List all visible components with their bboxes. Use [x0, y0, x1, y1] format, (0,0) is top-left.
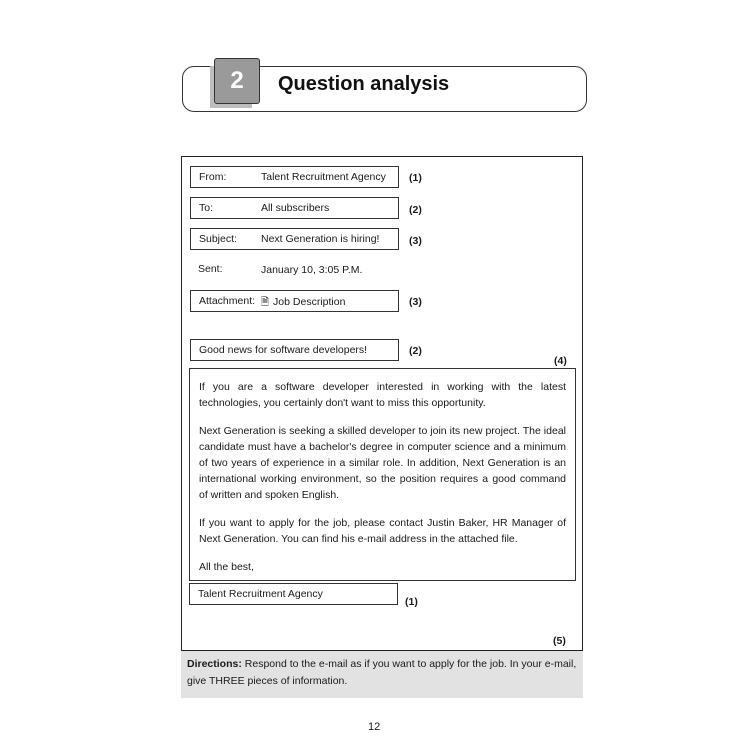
attachment-field	[190, 290, 399, 312]
to-mark: (2)	[409, 204, 422, 216]
greeting-value: Good news for software developers!	[199, 344, 368, 356]
from-label: From:	[199, 171, 227, 183]
body-paragraph: If you are a software developer interested in working with the latest technologies, you certainly don't want to miss this opportunity.	[199, 381, 566, 409]
attachment-value: Job Description	[273, 296, 346, 308]
directions-text: Respond to the e-mail as if you want to apply for the job. In your e-mail, give THREE pieces of information.	[187, 658, 577, 687]
body-paragraph: Next Generation is seeking a skilled developer to join its new project. The ideal candidate must have a bachelor's degree in computer science and a minimum of two years of experience in a similar role. In addition, Next Generation is an international working environment, so the position requires a good command of written and spoken English.	[199, 425, 566, 501]
to-value: All subscribers	[261, 202, 330, 214]
document-icon: 🗎	[261, 297, 270, 308]
signature-field	[189, 583, 398, 605]
from-field	[190, 166, 399, 188]
subject-value: Next Generation is hiring!	[261, 233, 380, 245]
to-label: To:	[199, 202, 214, 214]
subject-mark: (3)	[409, 235, 422, 247]
signature-value: Talent Recruitment Agency	[198, 588, 323, 600]
attachment-mark: (3)	[409, 296, 422, 308]
page-title: Question analysis	[278, 73, 450, 95]
subject-field	[190, 228, 399, 250]
directions-label: Directions:	[187, 658, 242, 670]
from-mark: (1)	[409, 172, 422, 184]
to-field	[190, 197, 399, 219]
sent-value: January 10, 3:05 P.M.	[261, 264, 363, 276]
subject-label: Subject:	[199, 233, 237, 245]
body-mark: (4)	[554, 355, 567, 367]
email-body	[189, 368, 576, 581]
body-paragraph: If you want to apply for the job, please contact Justin Baker, HR Manager of Next Generation. You can find his e-mail address in the attached file.	[199, 517, 566, 545]
section-number-tab	[214, 58, 260, 104]
closing-mark: (5)	[553, 635, 566, 647]
attachment-label: Attachment:	[199, 295, 256, 307]
page-number: 12	[368, 721, 381, 733]
greeting-mark: (2)	[409, 345, 422, 357]
section-number: 2	[230, 67, 244, 94]
body-paragraph: All the best,	[199, 561, 254, 573]
signature-mark: (1)	[405, 596, 418, 608]
greeting-field	[190, 339, 399, 361]
from-value: Talent Recruitment Agency	[261, 171, 386, 183]
attachment-link	[261, 295, 345, 312]
directions-box	[181, 650, 583, 698]
sent-label: Sent:	[198, 263, 223, 275]
